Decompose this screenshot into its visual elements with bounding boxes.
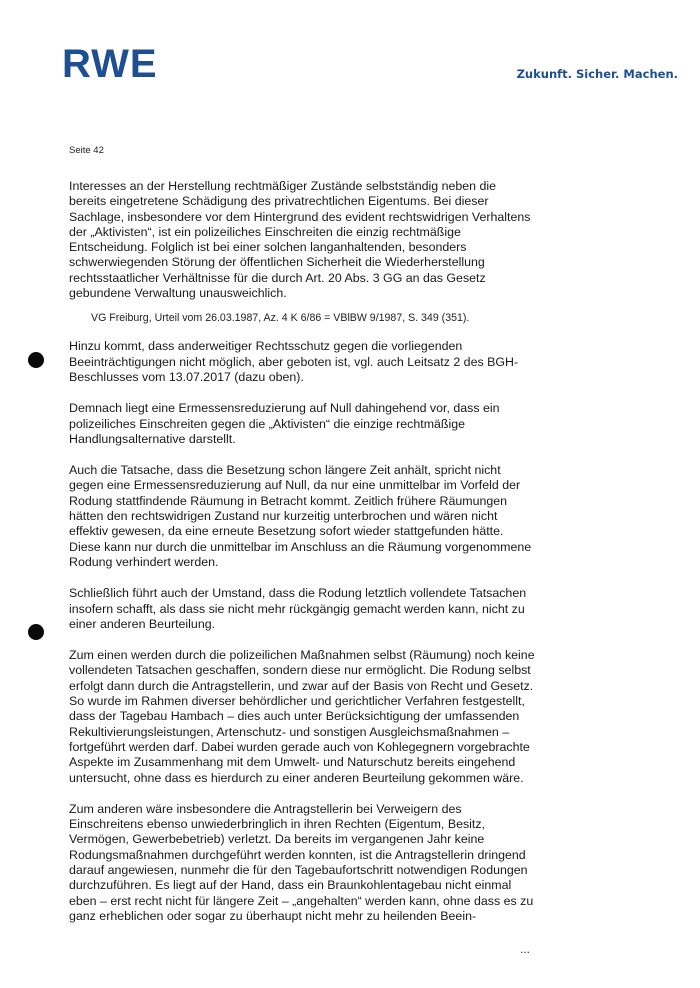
continuation-mark: ... — [520, 942, 531, 956]
paragraph: Zum anderen wäre insbesondere die Antragstellerin bei Verweigern des Einschreitens ebenso unwiederbringlich in ihren Rechten (Eigentum, Besitz, Vermögen, Gewerbebetrieb) verletzt. Da bereits im vergangenen Jahr keine Rodungsmaßnahmen durchgeführt werden konnten, ist die Antragstellerin dringend darauf angewiesen, nunmehr die für den Tagebaufortschritt notwendigen Rodungen durchzuführen. Es liegt auf der Hand, dass ein Braunkohlentagebau nicht einmal eben – erst recht nicht für längere Zeit – „angehalten“ werden kann, ohne dass es zu ganz erheblichen oder sogar zu überhaupt nicht mehr zu heilenden Beein- — [69, 801, 534, 923]
tagline: Zukunft. Sicher. Machen. — [516, 67, 678, 81]
paragraph: Hinzu kommt, dass anderweitiger Rechtsschutz gegen die vorliegenden Beeinträchtigungen nicht möglich, aber geboten ist, vgl. auch Leitsatz 2 des BGH-Beschlusses vom 13.07.2017 (dazu oben). — [69, 339, 519, 384]
document-body — [69, 179, 535, 924]
paragraph: Demnach liegt eine Ermessensreduzierung auf Null dahingehend vor, dass ein polizeiliches Einschreiten gegen die „Aktivisten“ die einzige rechtmäßige Handlungsalternative darstellt. — [69, 401, 500, 446]
citation: VG Freiburg, Urteil vom 26.03.1987, Az. 4 K 6/86 = VBlBW 9/1987, S. 349 (351). — [91, 312, 470, 325]
punch-hole — [28, 352, 44, 368]
paragraph: Schließlich führt auch der Umstand, dass die Rodung letztlich vollendete Tatsachen insofern schafft, als dass sie nicht mehr rückgängig gemacht werden kann, nicht zu einer anderen Beurteilung. — [69, 586, 527, 631]
punch-hole — [28, 624, 44, 640]
page-number: Seite 42 — [69, 145, 104, 156]
rwe-logo: RWE — [62, 42, 158, 86]
paragraph: Zum einen werden durch die polizeilichen Maßnahmen selbst (Räumung) noch keine vollendeten Tatsachen geschaffen, sondern diese nur ermöglicht. Die Rodung selbst erfolgt dann durch die Antragstellerin, und zwar auf der Basis von Recht und Gesetz. So wurde im Rahmen diverser behördlicher und gerichtlicher Verfahren festgestellt, dass der Tagebau Hambach – dies auch unter Berücksichtigung der umfassenden Rekultivierungsleistungen, Artenschutz- und sonstigen Ausgleichsmaßnahmen – fortgeführt werden darf. Dabei wurden gerade auch von Kohlegegnern vorgebrachte Aspekte im Zusammenhang mit dem Umwelt- und Naturschutz bereits eingehend untersucht, ohne dass es hierdurch zu einer anderen Beurteilung gekommen wäre. — [69, 648, 535, 785]
paragraph: Auch die Tatsache, dass die Besetzung schon längere Zeit anhält, spricht nicht gegen eine Ermessensreduzierung auf Null, da nur eine unmittelbar im Vorfeld der Rodung stattfindende Räumung in Betracht kommt. Zeitlich frühere Räumungen hätten den rechtswidrigen Zustand nur kurzeitig unterbrochen und wären nicht effektiv gewesen, da eine erneute Besetzung sofort wieder stattgefunden hätte. Diese kann nur durch die unmittelbar im Anschluss an die Räumung vorgenommene Rodung verhindert werden. — [69, 463, 532, 569]
paragraph: Interesses an der Herstellung rechtmäßiger Zustände selbstständig neben die bereits eingetretene Schädigung des privatrechtlichen Eigentums. Bei dieser Sachlage, insbesondere vor dem Hintergrund des evident rechtswidrigen Verhaltens der „Aktivisten“, ist ein polizeiliches Einschreiten die einzig rechtmäßige Entscheidung. Folglich ist bei einer solchen langanhaltenden, besonders schwerwiegenden Störung der öffentlichen Sicherheit die Wiederherstellung rechtsstaatlicher Verhältnisse für die durch Art. 20 Abs. 3 GG an das Gesetz gebundene Verwaltung unausweichlich. — [69, 179, 531, 301]
